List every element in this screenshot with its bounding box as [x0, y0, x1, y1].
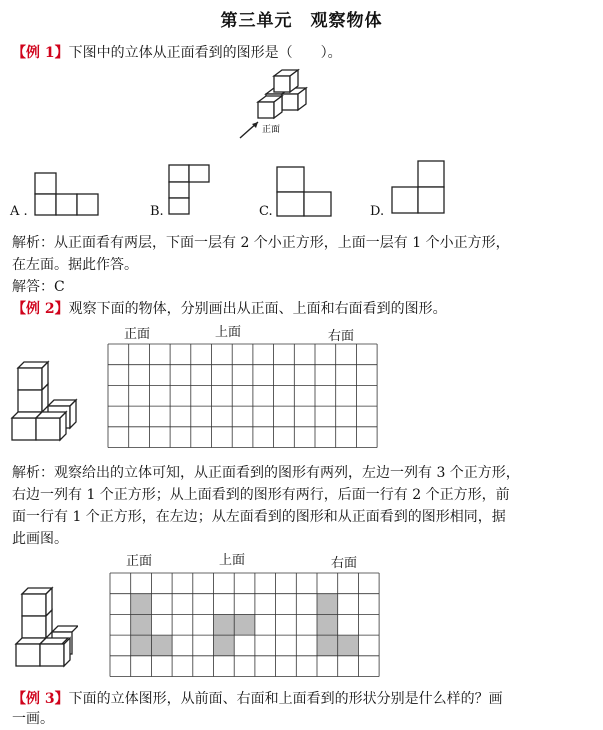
ex2-answer-grid	[107, 343, 378, 450]
ex1-option-d-label: D.	[370, 204, 385, 219]
ex1-analysis-line-1: 解析：从正面看有两层，下面一层有 2 个小正方形，上面一层有 1 个小正方形，	[12, 235, 510, 251]
ex2-question: 观察下面的物体，分别画出从正面、上面和右面看到的图形。	[68, 301, 447, 317]
ex2-analysis-line-2: 右边一列有 1 个正方形；从上面看到的图形有两行，后面一行有 2 个正方形，前	[12, 487, 510, 503]
ex2-solution-grid	[109, 572, 380, 679]
ex2-analysis-line-1: 解析：观察给出的立体可知，从正面看到的图形有两列，左边一列有 3 个正方形，	[12, 465, 520, 481]
ex3-question: 下面的立体图形，从前面、右面和上面看到的形状分别是什么样的？画	[68, 691, 503, 707]
shaded-cell	[317, 614, 338, 635]
ex2-tag: 【例 2】	[12, 301, 69, 317]
ex2-header-front: 正面	[124, 327, 151, 342]
ex1-option-b-label: B.	[150, 204, 164, 219]
shaded-cell	[317, 594, 338, 615]
ex1-arrow-label: 正面	[262, 125, 281, 135]
ex1-solid-figure	[230, 66, 340, 146]
ex1-option-b-figure	[168, 164, 214, 216]
ex2-cube-bottom-right	[36, 412, 66, 440]
shaded-cell	[131, 635, 152, 656]
ex3-tag: 【例 3】	[12, 691, 69, 707]
ex2-analysis-line-4: 此画图。	[12, 531, 68, 547]
ex1-option-c-label: C.	[259, 204, 273, 219]
shaded-cell	[234, 614, 255, 635]
ex1-answer: 解答：C	[12, 279, 65, 295]
ex2-header-right: 右面	[328, 329, 355, 344]
ex1-option-c-figure	[276, 166, 334, 218]
ex1-analysis-line-2: 在左面。据此作答。	[12, 257, 138, 273]
ex3-question-line-2: 一画。	[12, 711, 54, 727]
shaded-cell	[214, 635, 235, 656]
ex2-solution-solid-figure	[8, 586, 78, 676]
shaded-cell	[131, 594, 152, 615]
ex1-cube-4	[258, 96, 282, 118]
ex2-question-line	[12, 298, 447, 320]
shaded-cell	[151, 635, 172, 656]
ex3-question-line-1	[12, 688, 503, 710]
ex1-question-line	[12, 42, 342, 64]
ex1-tag: 【例 1】	[12, 45, 69, 61]
ex1-option-d-figure	[390, 160, 446, 216]
ex1-question: 下图中的立体从正面看到的图形是（ ）。	[68, 45, 342, 61]
ex2-solution-header-front: 正面	[126, 554, 153, 569]
ex1-option-a-figure	[34, 172, 102, 216]
shaded-cell	[317, 635, 338, 656]
shaded-cell	[214, 614, 235, 635]
shaded-cell	[131, 614, 152, 635]
ex2-solution-header-right: 右面	[331, 556, 358, 571]
ex2-header-top: 上面	[215, 325, 242, 340]
ex1-option-a-label: A .	[10, 204, 28, 219]
ex1-cube-3	[274, 70, 298, 92]
shaded-cell	[338, 635, 359, 656]
ex2-solution-header-top: 上面	[219, 553, 246, 568]
ex2-analysis-line-3: 面一行有 1 个正方形，在左边；从左面看到的图形和从正面看到的图形相同，据	[12, 509, 506, 525]
ex2-solid-figure	[8, 356, 78, 446]
ex2-cube-top	[18, 362, 48, 390]
page-title: 第三单元 观察物体	[220, 11, 383, 31]
